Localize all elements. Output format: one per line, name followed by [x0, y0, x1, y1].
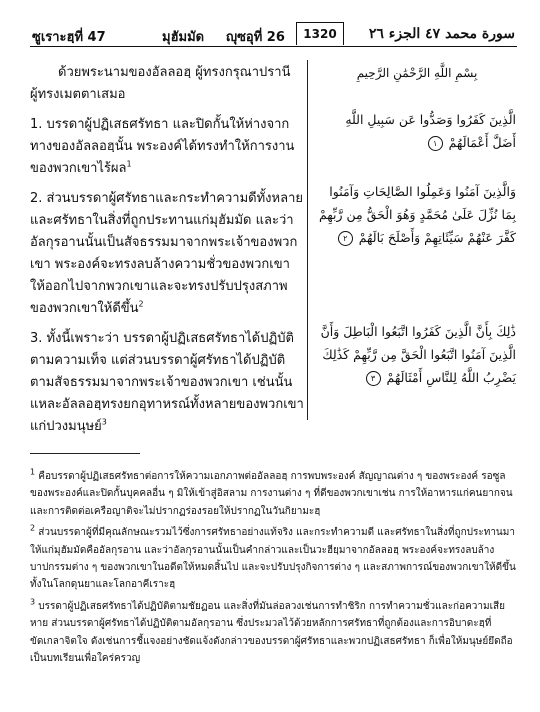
footnotes-section — [30, 468, 517, 671]
page-header — [30, 22, 517, 47]
verse-1-translation — [30, 114, 305, 180]
verse-2-text: 2. ส่วนบรรดาผู้ศรัทธาและกระทำความดีทั้งหลาย และศรัทธาในสิ่งที่ถูกประทานแก่มุฮัมมัด และว่าอัลกุรอานนั้นเป็นสัจธรรมมาจากพระเจ้าของพวกเขา พระองค์จะทรงลบล้างความชั่วของพวกเขา ให้ออกไปจากพวกเขาและจะทรงปรับปรุงสภาพของพวกเขาให้ดีขึ้น — [30, 191, 303, 316]
arabic-ayah-1 — [318, 108, 516, 154]
footnote-ref-1: 1 — [126, 159, 132, 169]
footnote-2 — [30, 524, 517, 594]
arabic-basmala: بِسْمِ اللَّهِ الرَّحْمَٰنِ الرَّحِيمِ — [356, 66, 478, 80]
footnote-2-text: ส่วนบรรดาผู้ที่มีคุณลักษณะรวมไว้ซึ่งการศรัทธาอย่างแท้จริง และกระทำความดี และศรัทธาในสิ่งที่ถูกประทานมาให้แก่มุฮัมมัดคืออัลกุรอาน และว่าอัลกุรอานนั้นเป็นคำกล่าวและเป็นวะฮียฺมาจากอัลลอฮฺ พระองค์จะทรงลบล้างบาปกรรมต่าง ๆ ของพวกเขาในอดีตให้หมดสิ้นไป และจะปรับปรุงกิจการต่าง ๆ และสภาพการณ์ของพวกเขาให้ดีขึ้นทั้งในโลกดุนยาและโลกอาคีเราะฮฺ — [30, 527, 516, 591]
footnote-2-mark: 2 — [30, 523, 36, 533]
verse-2-translation — [30, 188, 305, 320]
footnote-1 — [30, 468, 517, 520]
sura-name-label: มุฮัมมัด — [162, 30, 205, 45]
ayah-3-number-marker: ٣ — [366, 371, 381, 386]
arabic-ayah-2 — [318, 180, 516, 249]
footnote-3 — [30, 598, 517, 668]
verse-1-text: 1. บรรดาผู้ปฏิเสธศรัทธา และปิดกั้นให้ห่างจากทางของอัลลอฮฺนั้น พระองค์ได้ทรงทำให้การงานของพวกเขาไร้ผล — [30, 117, 295, 176]
basmala-translation: ด้วยพระนามของอัลลอฮฺ ผู้ทรงกรุณาปรานี ผู้ทรงเมตตาเสมอ — [30, 65, 291, 102]
footnote-ref-3: 3 — [101, 417, 107, 427]
footnote-divider — [30, 453, 140, 454]
arabic-ayah-3 — [318, 320, 516, 389]
ayah-1-text: الَّذِينَ كَفَرُوا وَصَدُّوا عَن سَبِيلِ اللَّهِ أَضَلَّ أَعْمَالَهُمْ — [345, 112, 516, 150]
verse-3-text: 3. ทั้งนี้เพราะว่า บรรดาผู้ปฏิเสธศรัทธาได้ปฏิบัติตามความเท็จ แต่ส่วนบรรดาผู้ศรัทธาได้ปฏิบัติตามสัจธรรมมาจากพระเจ้าของพวกเขา เช่นนั้นแหละอัลลอฮฺทรงยกอุทาหรณ์ทั้งหลายของพวกเขาแก่ปวงมนุษย์ — [30, 331, 304, 434]
juz-label: ญุซอุที่ 26 — [226, 30, 285, 45]
ayah-3-text: ذَٰلِكَ بِأَنَّ الَّذِينَ كَفَرُوا اتَّبَعُوا الْبَاطِلَ وَأَنَّ الَّذِينَ آمَنُوا اتَّبَعُوا الْحَقَّ مِن رَّبِّهِمْ كَذَٰلِكَ يَضْرِبُ اللَّهُ لِلنَّاسِ أَمْثَالَهُمْ — [320, 324, 516, 385]
ayah-2-number-marker: ٢ — [338, 231, 353, 246]
column-divider — [307, 60, 308, 420]
footnote-ref-2: 2 — [138, 299, 144, 309]
arabic-header-label: سورة محمد ٤٧ الجزء ٢٦ — [368, 26, 515, 42]
footnote-1-text: คือบรรดาผู้ปฏิเสธศรัทธาต่อการให้ความเอกภาพต่ออัลลอฮฺ การพบพระองค์ สัญญาณต่าง ๆ ของพระองค์ รอซูลของพระองค์และปิดกั้นบุคคลอื่น ๆ มิให้เข้าสู่อิสลาม การงานต่าง ๆ ที่ดีของพวกเขาเช่น การให้อาหารแก่คนยากจนและการติดต่อเครือญาติจะไม่ปรากฏร่องรอยให้ปรากฏในวันกิยามะฮฺ — [30, 471, 513, 517]
footnote-3-text: บรรดาผู้ปฏิเสธศรัทธาได้ปฏิบัติตามชัยฏอน และสิ่งที่มันล่อลวงเช่นการทำชิริก การทำความชั่วและก่อความเสียหาย ส่วนบรรดาผู้ศรัทธาได้ปฏิบัติตามอัลกุรอาน ซึ่งประมวลไว้ด้วยหลักการศรัทธาที่ถูกต้องและการอิบาดะฮฺที่ขัดเกลาจิตใจ ดังเช่นการชี้แจงอย่างชัดแจ้งดังกล่าวของบรรดาผู้ศรัทธาและพวกปฏิเสธศรัทธา ก็เพื่อให้มนุษย์ยึดถือเป็นบทเรียนเพื่อใคร่ครวญ — [30, 600, 513, 665]
sura-number-label: ซูเราะฮฺที่ 47 — [32, 30, 106, 45]
arabic-text-column — [318, 62, 516, 385]
page-number: 1320 — [296, 22, 344, 45]
footnote-3-mark: 3 — [30, 597, 36, 607]
ayah-2-text: وَالَّذِينَ آمَنُوا وَعَمِلُوا الصَّالِحَاتِ وَآمَنُوا بِمَا نُزِّلَ عَلَىٰ مُحَمَّدٍ وَهُوَ الْحَقُّ مِن رَّبِّهِمْ كَفَّرَ عَنْهُمْ سَيِّئَاتِهِمْ وَأَصْلَحَ بَالَهُمْ — [318, 184, 516, 245]
ayah-1-number-marker: ١ — [428, 136, 443, 151]
thai-translation-column — [30, 62, 305, 446]
verse-3-translation — [30, 328, 305, 438]
footnote-1-mark: 1 — [30, 467, 36, 477]
